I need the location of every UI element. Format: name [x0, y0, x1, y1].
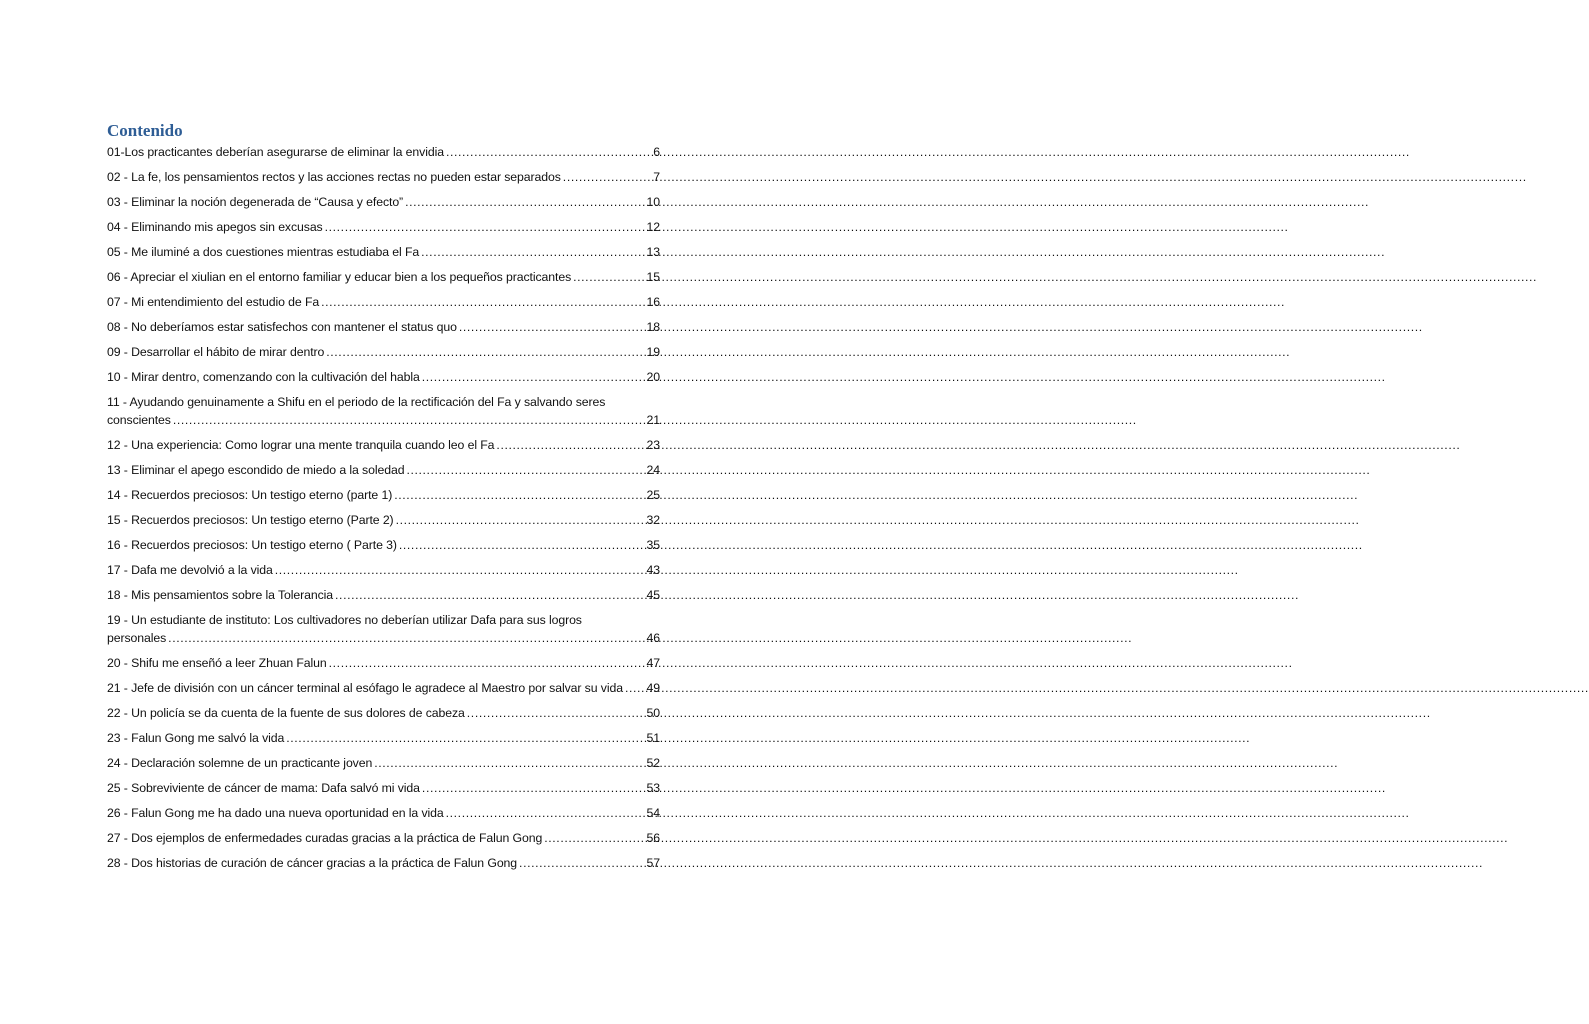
toc-entry[interactable] — [107, 654, 660, 672]
toc-entry-line — [107, 461, 660, 479]
toc-entry-page-number: 18 — [646, 320, 660, 334]
toc-entry-page-number: 46 — [646, 631, 660, 645]
toc-entry-line — [107, 218, 660, 236]
toc-entry-page-number: 24 — [646, 463, 660, 477]
toc-entry-line — [107, 436, 660, 454]
toc-entry-title: 25 - Sobreviviente de cáncer de mama: Dafa salvó mi vida — [107, 781, 420, 795]
toc-entry-title: 21 - Jefe de división con un cáncer terminal al esófago le agradece al Maestro por salvar su vida — [107, 681, 623, 695]
toc-entry[interactable] — [107, 193, 660, 211]
dot-leader — [405, 193, 644, 211]
dot-leader — [446, 143, 651, 161]
toc-entry-title: 19 - Un estudiante de instituto: Los cultivadores no deberían utilizar Dafa para sus logros — [107, 613, 582, 627]
toc-entry[interactable] — [107, 679, 660, 697]
dot-leader — [275, 561, 645, 579]
toc-entry-title: 22 - Un policía se da cuenta de la fuente de sus dolores de cabeza — [107, 706, 465, 720]
toc-entry-title: 17 - Dafa me devolvió a la vida — [107, 563, 273, 577]
dot-leader — [459, 318, 645, 336]
toc-entry[interactable] — [107, 143, 660, 161]
dot-leader — [625, 679, 645, 697]
dot-leader — [399, 536, 645, 554]
toc-entry-page-number: 20 — [646, 370, 660, 384]
toc-entry[interactable] — [107, 829, 660, 847]
toc-entry[interactable] — [107, 486, 660, 504]
toc-entry-title: 16 - Recuerdos preciosos: Un testigo eterno ( Parte 3) — [107, 538, 397, 552]
toc-entry-title: 03 - Eliminar la noción degenerada de “Causa y efecto” — [107, 195, 404, 209]
dot-leader — [519, 854, 644, 872]
toc-entry-title: 05 - Me iluminé a dos cuestiones mientras estudiaba el Fa — [107, 245, 420, 259]
toc-entry[interactable] — [107, 243, 660, 261]
toc-entry-page-number: 52 — [646, 756, 660, 770]
toc-entry-title: 09 - Desarrollar el hábito de mirar dentro — [107, 345, 325, 359]
toc-entry-line — [107, 486, 660, 504]
dot-leader — [467, 704, 645, 722]
toc-entry-line — [107, 779, 660, 797]
toc-entry[interactable] — [107, 536, 660, 554]
toc-entry[interactable] — [107, 611, 660, 647]
toc-entry-title: 10 - Mirar dentro, comenzando con la cultivación del habla — [107, 370, 420, 384]
toc-entry-line — [107, 293, 660, 311]
toc-entry-line — [107, 629, 660, 647]
toc-entry-line — [107, 511, 660, 529]
toc-entry-title: 07 - Mi entendimiento del estudio de Fa — [107, 295, 320, 309]
toc-entry-title: 23 - Falun Gong me salvó la vida — [107, 731, 285, 745]
dot-leader — [335, 586, 644, 604]
toc-entry[interactable] — [107, 854, 660, 872]
toc-entry-page-number: 51 — [646, 731, 660, 745]
toc-entry-title: 13 - Eliminar el apego escondido de miedo a la soledad — [107, 463, 405, 477]
toc-entry[interactable] — [107, 343, 660, 361]
toc-entry-line — [107, 411, 660, 429]
toc-entry-page-number: 32 — [646, 513, 660, 527]
dot-leader — [421, 243, 644, 261]
toc-entry-title: 28 - Dos historias de curación de cáncer gracias a la práctica de Falun Gong — [107, 856, 518, 870]
toc-entry-page-number: 43 — [646, 563, 660, 577]
toc-entry[interactable] — [107, 268, 660, 286]
toc-title: Contenido — [107, 121, 183, 140]
toc-entry-title: 15 - Recuerdos preciosos: Un testigo eterno (Parte 2) — [107, 513, 394, 527]
toc-entry-title: 27 - Dos ejemplos de enfermedades curadas gracias a la práctica de Falun Gong — [107, 831, 543, 845]
toc-entry-title: 06 - Apreciar el xiulian en el entorno familiar y educar bien a los pequeños practicantes — [107, 270, 572, 284]
toc-entry[interactable] — [107, 318, 660, 336]
toc-entry-page-number: 19 — [646, 345, 660, 359]
dot-leader — [563, 168, 651, 186]
toc-entry-title: 11 - Ayudando genuinamente a Shifu en el periodo de la rectificación del Fa y salvando seres — [107, 395, 606, 409]
toc-entry[interactable] — [107, 561, 660, 579]
toc-entry-title: 01-Los practicantes deberían asegurarse de eliminar la envidia — [107, 145, 444, 159]
toc-entry-title: 04 - Eliminando mis apegos sin excusas — [107, 220, 323, 234]
dot-leader — [374, 754, 644, 772]
dot-leader — [544, 829, 644, 847]
toc-entry[interactable] — [107, 393, 660, 429]
toc-entry-page-number: 50 — [646, 706, 660, 720]
dot-leader — [168, 629, 644, 647]
toc-entry-page-number: 49 — [646, 681, 660, 695]
toc-entry-page-number: 13 — [646, 245, 660, 259]
toc-entry-line — [107, 854, 660, 872]
dot-leader — [422, 368, 645, 386]
toc-entry[interactable] — [107, 511, 660, 529]
toc-entry-page-number: 6 — [653, 145, 660, 159]
dot-leader — [326, 343, 644, 361]
toc-entry-line — [107, 343, 660, 361]
toc-entry[interactable] — [107, 168, 660, 186]
toc-entry[interactable] — [107, 368, 660, 386]
toc-entry[interactable] — [107, 779, 660, 797]
toc-entry-page-number: 57 — [646, 856, 660, 870]
toc-entry-page-number: 45 — [646, 588, 660, 602]
toc-entry[interactable] — [107, 461, 660, 479]
toc-entry-line — [107, 704, 660, 722]
toc-entry[interactable] — [107, 754, 660, 772]
toc-entry[interactable] — [107, 436, 660, 454]
toc-entry-title: 12 - Una experiencia: Como lograr una mente tranquila cuando leo el Fa — [107, 438, 495, 452]
document-page — [107, 118, 660, 879]
toc-entry-page-number: 25 — [646, 488, 660, 502]
dot-leader — [325, 218, 645, 236]
toc-entry-line — [107, 729, 660, 747]
toc-entry-line — [107, 536, 660, 554]
toc-entry-title: 02 - La fe, los pensamientos rectos y las acciones rectas no pueden estar separados — [107, 170, 561, 184]
toc-entry[interactable] — [107, 218, 660, 236]
toc-entry-page-number: 12 — [646, 220, 660, 234]
dot-leader — [396, 511, 645, 529]
toc-entry-page-number: 21 — [646, 413, 660, 427]
toc-entry-line — [107, 754, 660, 772]
toc-entry-line — [107, 561, 660, 579]
toc-entry-line — [107, 586, 660, 604]
toc-entry-line — [107, 654, 660, 672]
toc-entry-page-number: 15 — [646, 270, 660, 284]
toc-entry-line — [107, 679, 660, 697]
toc-entry[interactable] — [107, 729, 660, 747]
toc-entry-page-number: 35 — [646, 538, 660, 552]
toc-entry-page-number: 56 — [646, 831, 660, 845]
toc-entry-title-continuation: conscientes — [107, 413, 171, 427]
toc-entry-title: 08 - No deberíamos estar satisfechos con mantener el status quo — [107, 320, 457, 334]
toc-entry-title: 18 - Mis pensamientos sobre la Tolerancia — [107, 588, 334, 602]
dot-leader — [173, 411, 645, 429]
toc-entry-title: 14 - Recuerdos preciosos: Un testigo eterno (parte 1) — [107, 488, 393, 502]
toc-entry[interactable] — [107, 586, 660, 604]
toc-entry[interactable] — [107, 704, 660, 722]
toc-entry-title-continuation: personales — [107, 631, 167, 645]
toc-entry-page-number: 16 — [646, 295, 660, 309]
dot-leader — [406, 461, 644, 479]
toc-entry-line — [107, 168, 660, 186]
dot-leader — [329, 654, 645, 672]
toc-entry-title: 26 - Falun Gong me ha dado una nueva oportunidad en la vida — [107, 806, 444, 820]
dot-leader — [422, 779, 645, 797]
dot-leader — [573, 268, 644, 286]
toc-entry-page-number: 10 — [646, 195, 660, 209]
toc-entry-title: 20 - Shifu me enseñó a leer Zhuan Falun — [107, 656, 327, 670]
dot-leader — [286, 729, 644, 747]
toc-entry-line — [107, 318, 660, 336]
toc-entry[interactable] — [107, 293, 660, 311]
dot-leader — [394, 486, 644, 504]
toc-entry-page-number: 7 — [653, 170, 660, 184]
toc-entry-line — [107, 268, 660, 286]
dot-leader — [446, 804, 645, 822]
dot-leader — [321, 293, 644, 311]
toc-entry-line — [107, 829, 660, 847]
toc-entry-line — [107, 368, 660, 386]
toc-entry-page-number: 23 — [646, 438, 660, 452]
toc-entry-line — [107, 143, 660, 161]
toc-entry[interactable] — [107, 804, 660, 822]
dot-leader — [496, 436, 644, 454]
toc-entry-page-number: 53 — [646, 781, 660, 795]
toc-entry-line — [107, 243, 660, 261]
toc-entry-page-number: 54 — [646, 806, 660, 820]
toc-entry-title: 24 - Declaración solemne de un practicante joven — [107, 756, 373, 770]
toc-entry-page-number: 47 — [646, 656, 660, 670]
toc-entry-line — [107, 804, 660, 822]
toc-list — [107, 143, 660, 872]
toc-entry-line — [107, 193, 660, 211]
